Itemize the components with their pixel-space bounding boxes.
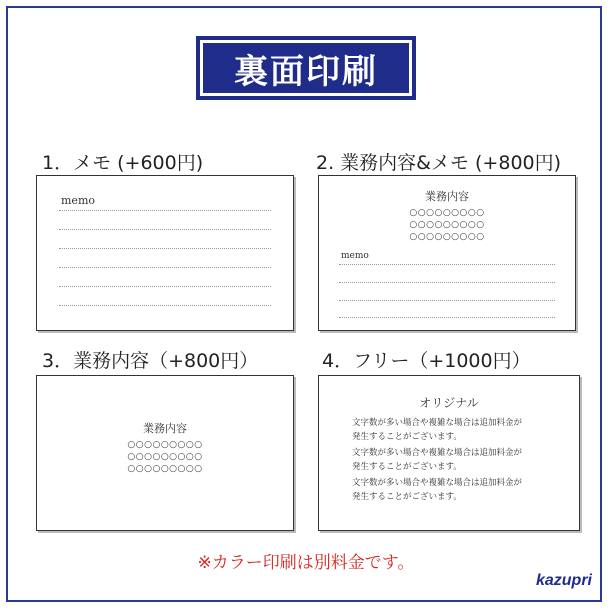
memo-line xyxy=(59,286,271,287)
option-heading-free: 4．フリー（+1000円） xyxy=(322,350,531,372)
title-banner xyxy=(196,36,416,100)
option-heading-business: 3．業務内容（+800円） xyxy=(42,350,259,372)
brand-logo: kazupri xyxy=(535,572,592,589)
free-title: オリジナル xyxy=(419,396,479,410)
circle-line: ○○○○○○○○○ xyxy=(127,440,203,450)
free-text-line: 文字数が多い場合や複雑な場合は追加料金が xyxy=(352,418,523,428)
page-title: 裏面印刷 xyxy=(200,40,412,96)
card-business-memo xyxy=(318,175,576,331)
memo-line xyxy=(339,300,555,301)
memo-line xyxy=(339,282,555,283)
card-memo xyxy=(36,175,294,331)
free-text-line: 発生することがございます。 xyxy=(352,462,462,472)
free-text-line: 文字数が多い場合や複雑な場合は追加料金が xyxy=(352,448,523,458)
memo-line xyxy=(59,248,271,249)
memo-line xyxy=(339,317,555,318)
memo-line xyxy=(59,305,271,306)
option-heading-business-memo: 2. 業務内容&メモ (+800円) xyxy=(316,152,562,174)
business-title: 業務内容 xyxy=(425,190,469,203)
circle-line: ○○○○○○○○○ xyxy=(409,232,485,242)
memo-line xyxy=(59,267,271,268)
color-print-note: ※カラー印刷は別料金です。 xyxy=(197,553,415,573)
memo-label: memo xyxy=(61,194,95,207)
memo-line xyxy=(59,229,271,230)
card-free xyxy=(318,375,580,531)
option-heading-memo: 1．メモ (+600円) xyxy=(42,152,204,174)
card-business xyxy=(36,375,294,531)
circle-line: ○○○○○○○○○ xyxy=(409,220,485,230)
free-text-line: 文字数が多い場合や複雑な場合は追加料金が xyxy=(352,478,523,488)
circle-line: ○○○○○○○○○ xyxy=(409,208,485,218)
circle-line: ○○○○○○○○○ xyxy=(127,464,203,474)
memo-label: memo xyxy=(341,251,369,261)
business-title: 業務内容 xyxy=(143,422,187,435)
free-text-line: 発生することがございます。 xyxy=(352,432,462,442)
free-text-line: 発生することがございます。 xyxy=(352,492,462,502)
memo-line xyxy=(59,210,271,211)
memo-line xyxy=(339,264,555,265)
circle-line: ○○○○○○○○○ xyxy=(127,452,203,462)
